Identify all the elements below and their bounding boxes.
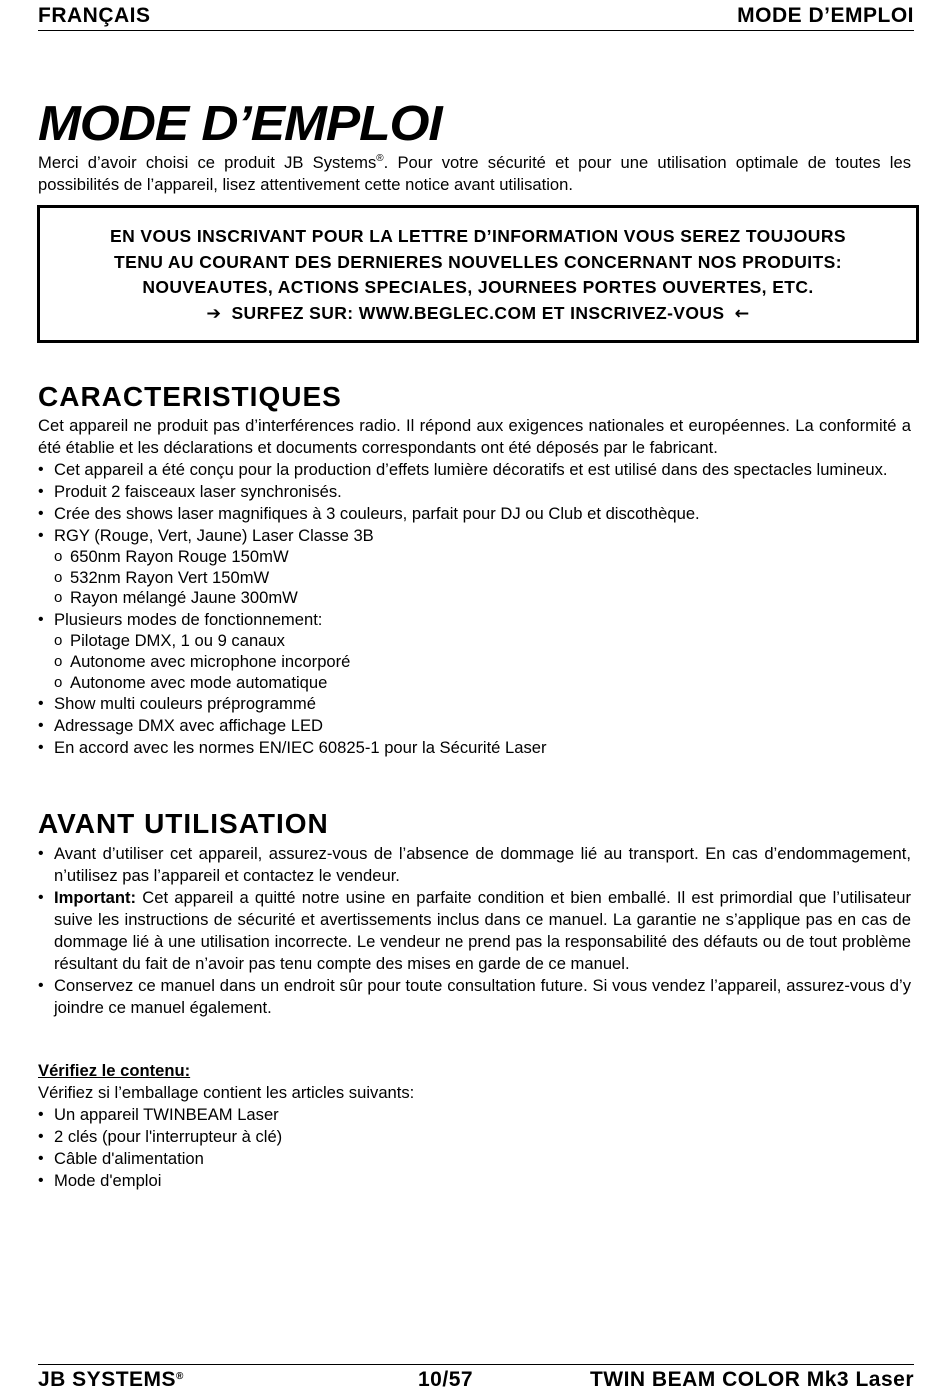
footer-brand-text: JB SYSTEMS xyxy=(38,1368,177,1391)
features-section xyxy=(38,415,911,759)
contents-section xyxy=(38,1060,911,1192)
sub-list-item: o Autonome avec mode automatique xyxy=(54,673,911,694)
list-item: • En accord avec les normes EN/IEC 60825-1 pour la Sécurité Laser xyxy=(38,737,911,759)
list-item: • Mode d'emploi xyxy=(38,1170,911,1192)
before-use-section xyxy=(38,843,911,1019)
header-language: FRANÇAIS xyxy=(38,4,151,27)
arrow-left-icon: ← xyxy=(734,303,750,324)
intro-text-b: . Pour votre sécurité et pour une utilisation optimale de toutes les possibilités de l’appareil, lisez attentivement cette notice avant utilisation. xyxy=(38,153,911,194)
laser-sublist xyxy=(54,547,911,609)
registered-mark: ® xyxy=(376,153,384,164)
list-item: • Produit 2 faisceaux laser synchronisés. xyxy=(38,481,911,503)
list-item xyxy=(38,887,911,975)
newsletter-line-1: EN VOUS INSCRIVANT POUR LA LETTRE D’INFORMATION VOUS SEREZ TOUJOURS xyxy=(110,226,846,246)
footer-registered-mark: ® xyxy=(176,1371,184,1382)
newsletter-line-3: NOUVEAUTES, ACTIONS SPECIALES, JOURNEES PORTES OUVERTES, ETC. xyxy=(142,277,814,297)
header-section: MODE D’EMPLOI xyxy=(737,4,914,27)
page-footer xyxy=(38,1364,914,1395)
contents-intro: Vérifiez si l’emballage contient les articles suivants: xyxy=(38,1083,415,1102)
list-item xyxy=(38,609,911,693)
features-intro: Cet appareil ne produit pas d’interférences radio. Il répond aux exigences nationales et européennes. La conformité a été établie et les déclarations et documents correspondants ont été déposés par le fabricant. xyxy=(38,416,911,457)
modes-sublist xyxy=(54,631,911,693)
list-item: • Un appareil TWINBEAM Laser xyxy=(38,1104,911,1126)
list-item-text: RGY (Rouge, Vert, Jaune) Laser Classe 3B xyxy=(54,526,374,545)
list-item: • Adressage DMX avec affichage LED xyxy=(38,715,911,737)
newsletter-line-2: TENU AU COURANT DES DERNIERES NOUVELLES CONCERNANT NOS PRODUITS: xyxy=(114,251,842,272)
contents-title: Vérifiez le contenu: xyxy=(38,1061,191,1080)
important-text: Cet appareil a quitté notre usine en parfaite condition et bien emballé. Il est primordial que l’utilisateur suive les instructions de sécurité et avertissements inclus dans ce manuel. La garantie ne s’applique pas en cas de dommage lié à une utilisation incorrecte. Le vendeur ne prend pas la responsabilité des défauts ou de tout problème résultant du fait de n’avoir pas tenu compte des mises en garde de ce manuel. xyxy=(54,888,911,973)
list-item: • Avant d’utiliser cet appareil, assurez-vous de l’absence de dommage lié au transport. En cas d’endommagement, n’utilisez pas l’appareil et contactez le vendeur. xyxy=(38,843,911,887)
important-label: Important: xyxy=(54,888,137,907)
sub-list-item: o Autonome avec microphone incorporé xyxy=(54,652,911,673)
list-item: • Show multi couleurs préprogrammé xyxy=(38,693,911,715)
list-item: • Crée des shows laser magnifiques à 3 couleurs, parfait pour DJ ou Club et discothèque. xyxy=(38,503,911,525)
newsletter-line-4 xyxy=(40,301,916,328)
sub-list-item: o Pilotage DMX, 1 ou 9 canaux xyxy=(54,631,911,652)
intro-text-a: Merci d’avoir choisi ce produit JB Systems xyxy=(38,153,377,172)
page-number: 10/57 xyxy=(418,1368,474,1391)
list-item-text: Plusieurs modes de fonctionnement: xyxy=(54,610,323,630)
list-item xyxy=(38,525,911,609)
contents-list xyxy=(38,1104,911,1192)
features-title: CARACTERISTIQUES xyxy=(38,381,342,412)
intro-paragraph xyxy=(38,152,911,196)
before-use-title: AVANT UTILISATION xyxy=(38,808,329,839)
page-header xyxy=(38,2,914,31)
arrow-right-icon: ➔ xyxy=(206,303,222,324)
sub-list-item: o Rayon mélangé Jaune 300mW xyxy=(54,588,911,609)
newsletter-link-text[interactable]: SURFEZ SUR: WWW.BEGLEC.COM ET INSCRIVEZ-VOUS xyxy=(231,302,725,323)
page-title: MODE D’EMPLOI xyxy=(38,97,442,151)
list-item: • Câble d'alimentation xyxy=(38,1148,911,1170)
footer-product: TWIN BEAM COLOR Mk3 Laser xyxy=(589,1368,914,1391)
list-item: • Conservez ce manuel dans un endroit sûr pour toute consultation future. Si vous vendez l’appareil, assurez-vous d’y joindre ce manuel également. xyxy=(38,975,911,1019)
sub-list-item: o 532nm Rayon Vert 150mW xyxy=(54,568,911,589)
list-item: • Cet appareil a été conçu pour la production d’effets lumière décoratifs et est utilisé dans des spectacles lumineux. xyxy=(38,459,911,481)
footer-brand xyxy=(38,1368,184,1392)
list-item: • 2 clés (pour l'interrupteur à clé) xyxy=(38,1126,911,1148)
before-use-list xyxy=(38,843,911,1019)
newsletter-box xyxy=(37,205,919,343)
features-list xyxy=(38,459,911,759)
sub-list-item: o 650nm Rayon Rouge 150mW xyxy=(54,547,911,568)
